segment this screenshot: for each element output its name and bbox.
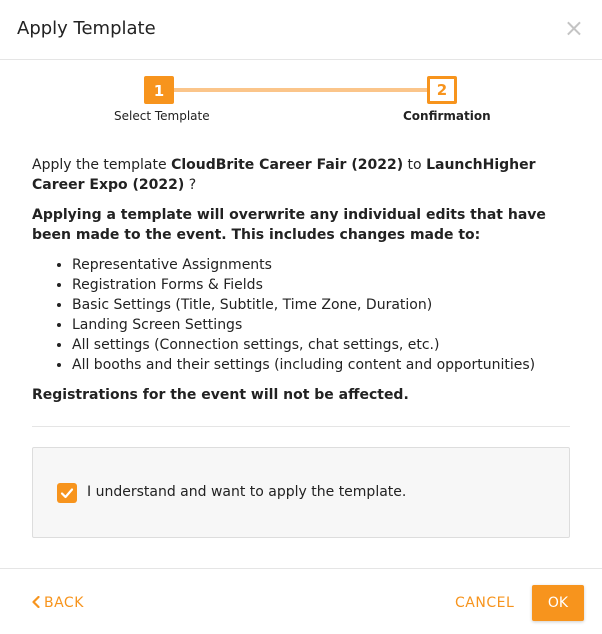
check-icon (60, 486, 74, 500)
step-2-indicator: 2 (427, 76, 457, 104)
acknowledge-checkbox[interactable] (57, 483, 77, 503)
step-1-label: Select Template (114, 109, 210, 123)
content-divider (32, 426, 570, 427)
list-item: • Basic Settings (Title, Subtitle, Time Zone, Duration) (72, 295, 572, 315)
list-item: • Representative Assignments (72, 255, 572, 275)
list-item: • Landing Screen Settings (72, 315, 572, 335)
back-button[interactable] (32, 595, 84, 611)
dialog-title: Apply Template (17, 18, 156, 39)
list-item: • Registration Forms & Fields (72, 275, 572, 295)
intro-text: Apply the template CloudBrite Career Fair (2022) to LaunchHigher Career Expo (2022) ? (32, 157, 536, 193)
overwrite-warning: Applying a template will overwrite any individual edits that have been made to the event. This includes changes made to: (32, 207, 546, 243)
dialog-content (32, 155, 572, 405)
dialog-header (0, 0, 602, 60)
stepper-connector (160, 88, 428, 92)
event-name: LaunchHigher Career Expo (2022) (32, 157, 536, 193)
template-name: CloudBrite Career Fair (2022) (171, 157, 404, 173)
ok-button[interactable]: OK (532, 585, 584, 621)
changes-list (32, 255, 572, 375)
close-icon[interactable]: × (563, 14, 584, 42)
chevron-left-icon (32, 596, 40, 608)
acknowledge-label[interactable]: I understand and want to apply the template. (87, 484, 407, 500)
dialog-footer (0, 568, 602, 634)
list-item: • All booths and their settings (including content and opportunities) (72, 355, 572, 375)
cancel-button[interactable]: CANCEL (455, 595, 515, 611)
list-item: • All settings (Connection settings, chat settings, etc.) (72, 335, 572, 355)
step-2-label: Confirmation (403, 109, 491, 123)
step-1-indicator: 1 (144, 76, 174, 104)
acknowledge-box (32, 447, 570, 538)
back-label: BACK (44, 595, 84, 611)
stepper (0, 60, 602, 140)
registrations-note: Registrations for the event will not be affected. (32, 387, 409, 403)
